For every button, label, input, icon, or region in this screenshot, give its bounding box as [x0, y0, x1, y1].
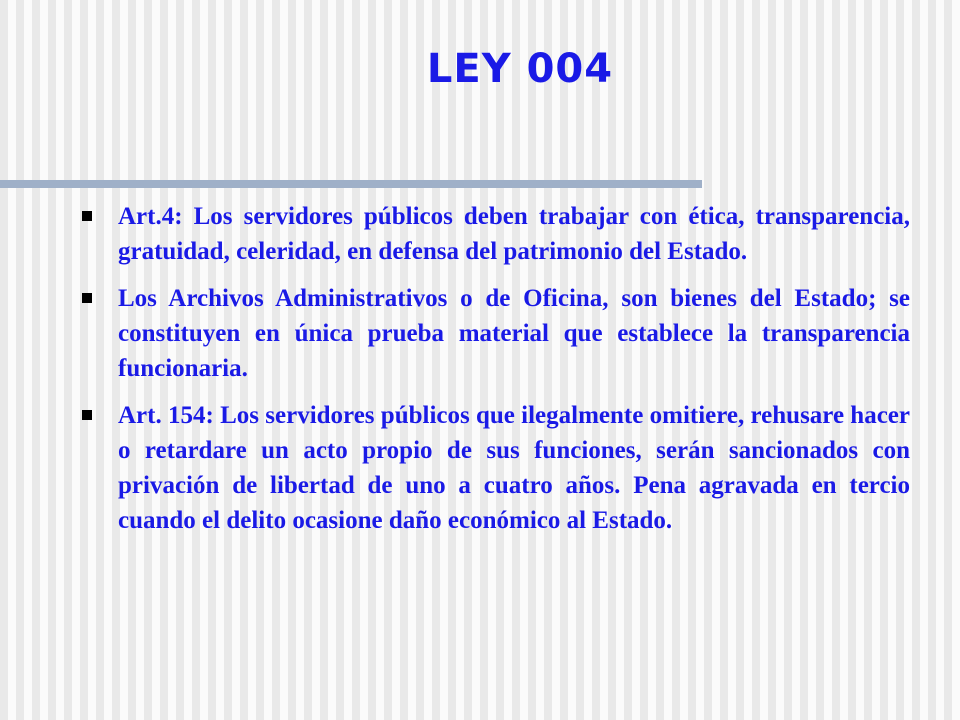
- square-bullet-icon: [82, 211, 92, 221]
- bullet-list: [78, 199, 910, 550]
- square-bullet-icon: [82, 410, 92, 420]
- bullet-text: Art.4: Los servidores públicos deben trabajar con ética, transparencia, gratuidad, celeridad, en defensa del patrimonio del Estado.: [118, 203, 910, 265]
- bullet-text: Los Archivos Administrativos o de Oficina, son bienes del Estado; se constituyen en única prueba material que establece la transparencia funcionaria.: [118, 285, 910, 382]
- bullet-item-art-154: [78, 398, 910, 538]
- bullet-item-archivos: [78, 281, 910, 386]
- bullet-text: Art. 154: Los servidores públicos que ilegalmente omitiere, rehusare hacer o retardare un acto propio de sus funciones, serán sancionados con privación de libertad de uno a cuatro años. Pena agravada en tercio cuando el delito ocasione daño económico al Estado.: [118, 402, 910, 534]
- slide-title: LEY 004: [426, 46, 614, 92]
- bullet-item-art-4: [78, 199, 910, 269]
- square-bullet-icon: [82, 293, 92, 303]
- title-divider: [0, 180, 702, 188]
